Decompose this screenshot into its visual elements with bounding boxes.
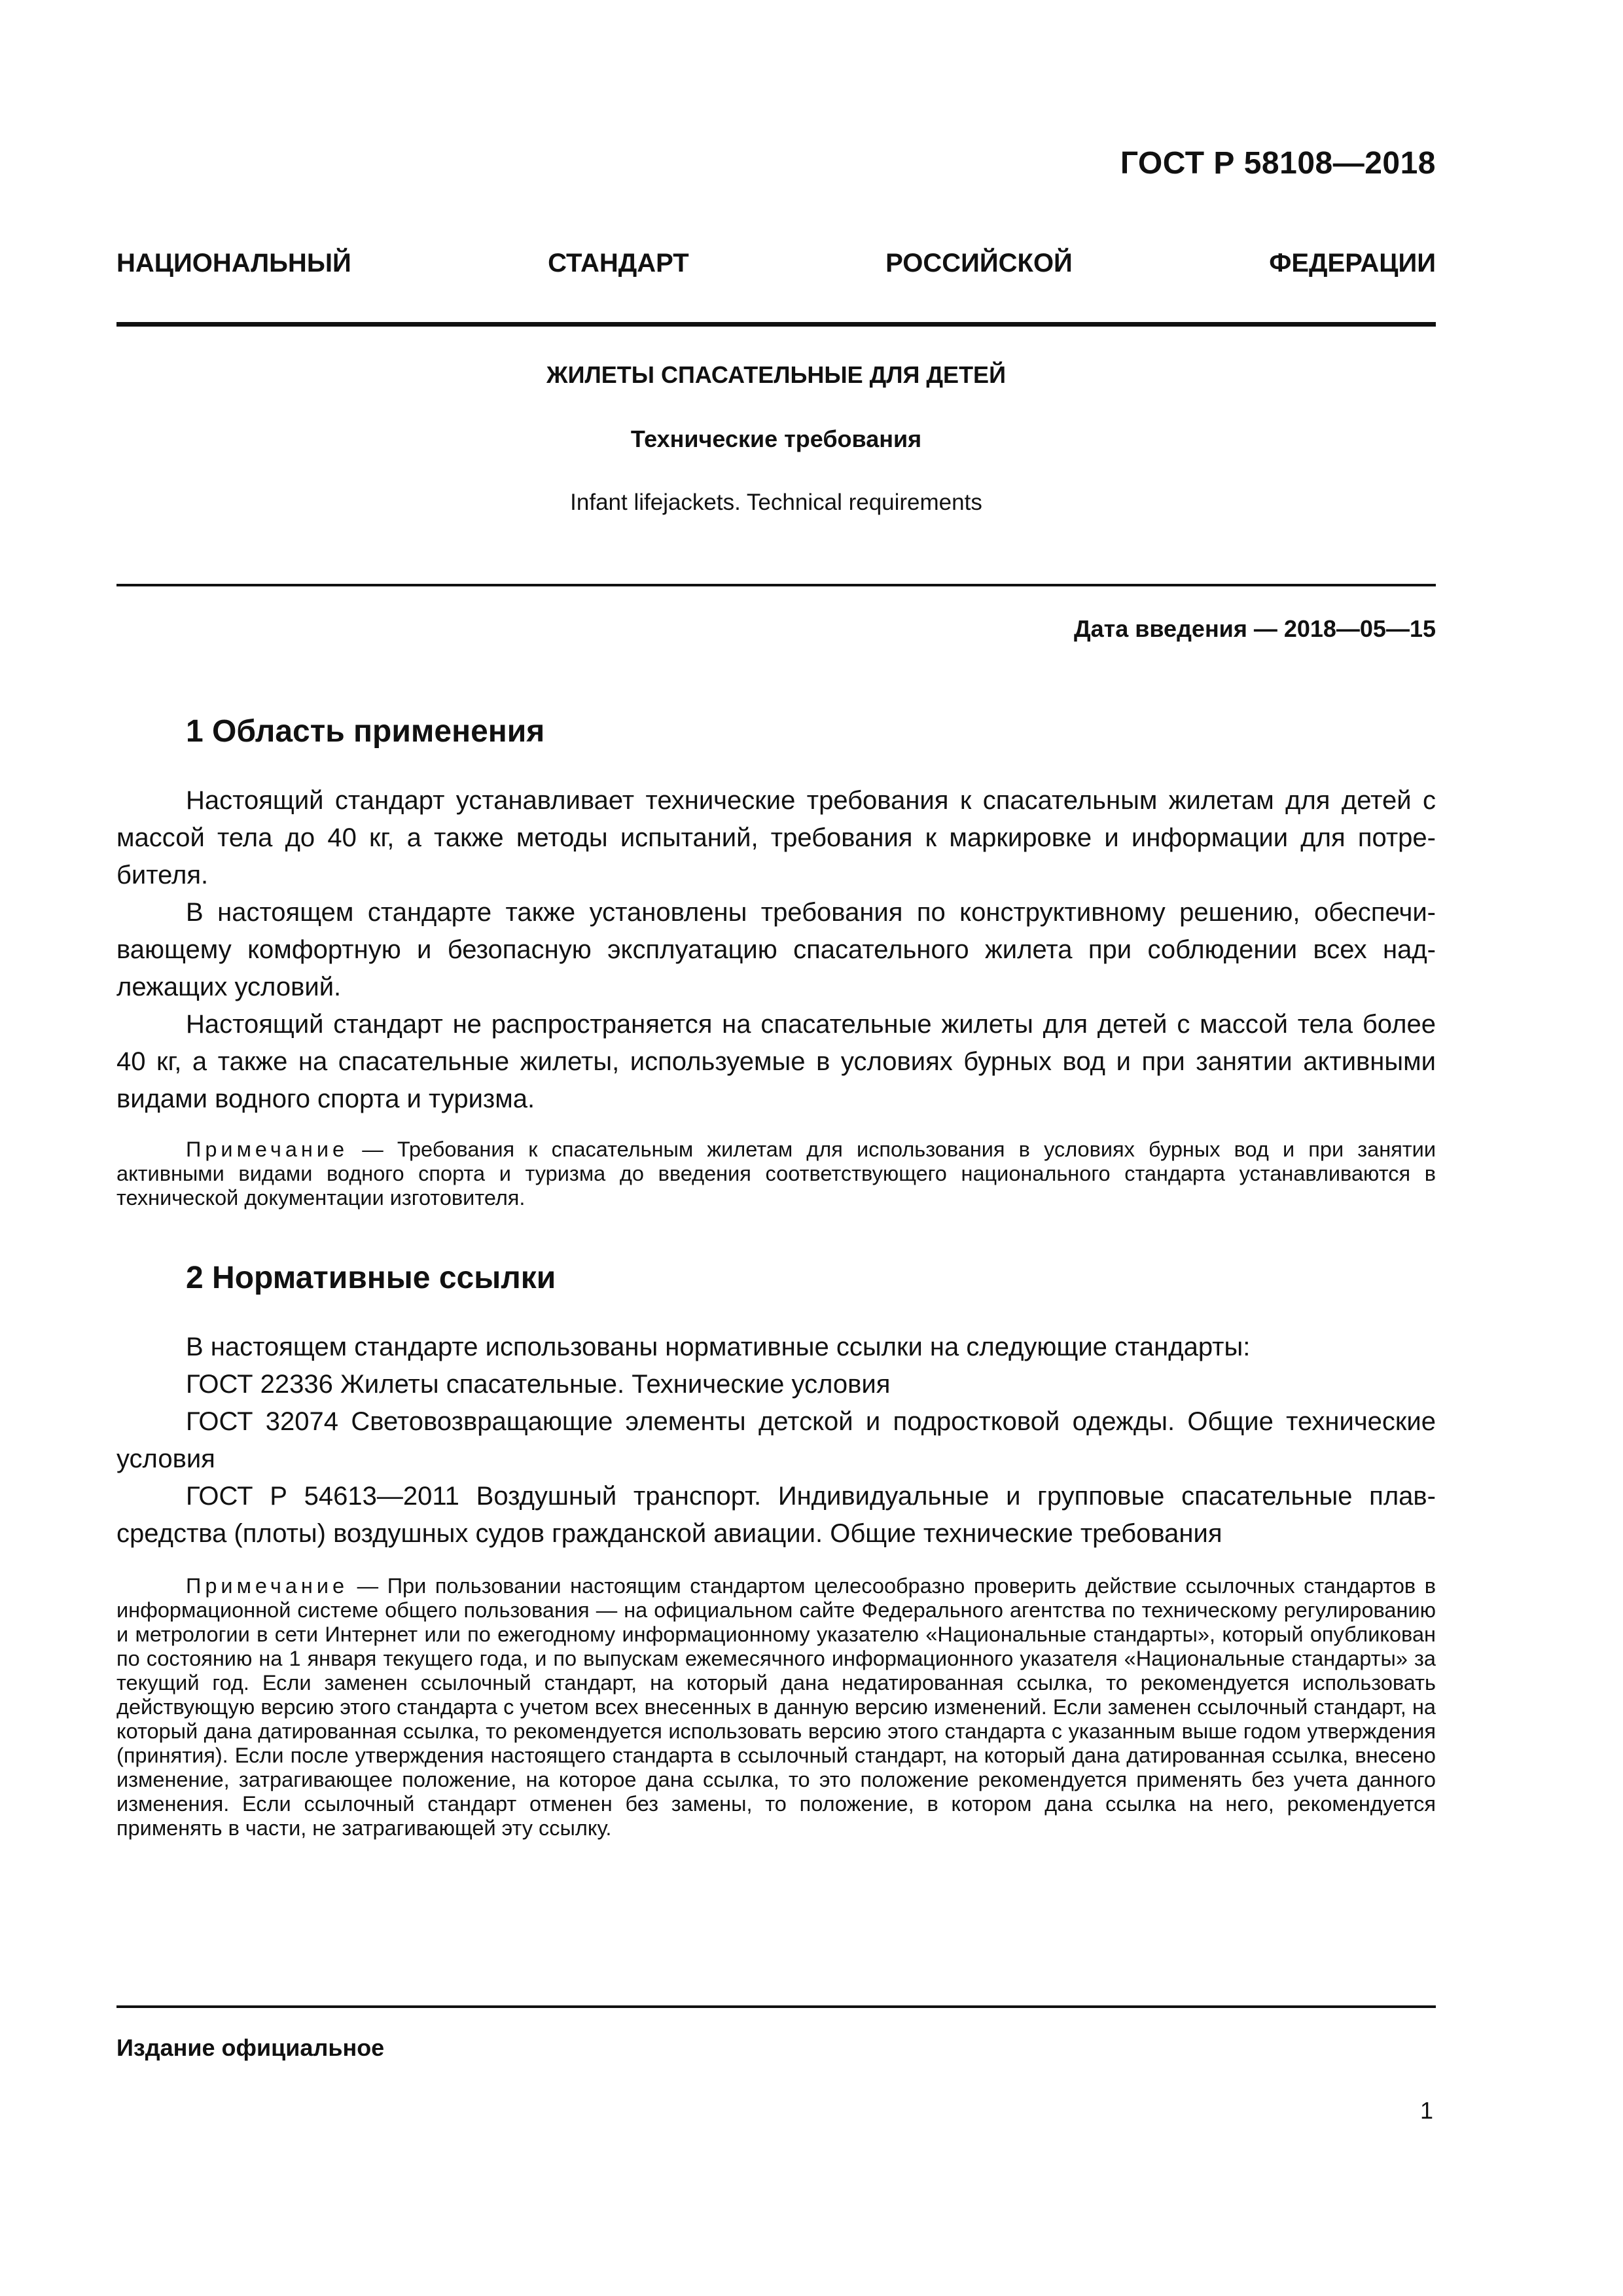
section-1-heading: 1 Область применения [186, 714, 545, 749]
note-label: Примечание [186, 1574, 349, 1598]
section-2-body [116, 1329, 1436, 1552]
paragraph: В настоящем стандарте также установлены требования по конструктивному решению, обеспечивающему комфортную и безопасную эксплуатацию спасательного жилета при соблюдении всех надлежащих условий. [116, 898, 1436, 1001]
paragraph: Настоящий стандарт не распространяется на спасательные жилеты для детей с массой тела более 40 кг, а также на спасательные жилеты, используемые в условиях бурных вод и при занятии активными видами водного спорта и туризма. [116, 1010, 1436, 1113]
introduction-date: Дата введения — 2018—05—15 [1073, 615, 1436, 642]
paragraph: В настоящем стандарте использованы нормативные ссылки на следующие стандарты: [186, 1333, 1251, 1361]
section-2-heading: 2 Нормативные ссылки [186, 1261, 556, 1295]
reference-item: ГОСТ Р 54613—2011 Воздушный транспорт. Индивидуальные и групповые спасательные плавсредства (плоты) воздушных судов гражданской авиации. Общие технические требования [116, 1482, 1436, 1548]
note-text: — Требования к спасательным жилетам для использования в условиях бурных вод и при занятии активными видами водного спорта и туризма до введения соответствующего национального стандарта устанавливаются в технической документации изготовителя. [116, 1138, 1436, 1210]
header-divider [116, 322, 1436, 327]
document-title-english: Infant lifejackets. Technical requirements [570, 490, 982, 515]
section-1-note [116, 1138, 1436, 1210]
edition-label: Издание официальное [116, 2034, 385, 2061]
section-2-note [116, 1574, 1436, 1840]
document-number: ГОСТ Р 58108—2018 [1120, 146, 1436, 181]
paragraph: Настоящий стандарт устанавливает технические требования к спасательным жилетам для детей с массой тела до 40 кг, а также методы испытаний, требования к маркировке и информации для потребителя. [116, 786, 1436, 889]
reference-item: ГОСТ 32074 Световозвращающие элементы детской и подростковой одежды. Общие технические условия [116, 1407, 1436, 1473]
footer-divider [116, 2005, 1436, 2008]
document-subtitle: Технические требования [630, 425, 922, 452]
note-label: Примечание [186, 1138, 349, 1161]
note-text: — При пользовании настоящим стандартом целесообразно проверить действие ссылочных стандартов в информационной системе общего пользования — на официальном сайте Федерального агентства по техническому регулированию и метрологии в сети Интернет или по ежегодному информационному указателю «Национальные стандарты», который опубликован по состоянию на 1 января текущего года, и по выпускам ежемесячного информационного указателя «Национальные стандарты» за текущий год. Если заменен ссылочный стандарт, на который дана недатированная ссылка, то рекомендуется использовать действующую версию этого стандарта с учетом всех внесенных в данную версию изменений. Если заменен ссылочный стандарт, на который дана датированная ссылка, то рекомендуется использовать версию этого стандарта с указанным выше годом утверждения (принятия). Если после утверждения настоящего стандарта в ссылочный стандарт, на который дана датированная ссылка, внесено изменение, затрагивающее положение, на которое дана ссылка, то это положение рекомендуется применять без учета данного изменения. Если ссылочный стандарт отменен без замены, то положение, в котором дана ссылка на него, рекомендуется применять в части, не затрагивающей эту ссылку. [116, 1574, 1436, 1840]
national-standard-banner: НАЦИОНАЛЬНЫЙ СТАНДАРТ РОССИЙСКОЙ ФЕДЕРАЦИИ [116, 249, 1436, 278]
document-title: ЖИЛЕТЫ СПАСАТЕЛЬНЫЕ ДЛЯ ДЕТЕЙ [546, 361, 1006, 388]
page-number: 1 [1419, 2097, 1433, 2124]
section-1-body [116, 782, 1436, 1118]
reference-item: ГОСТ 22336 Жилеты спасательные. Технические условия [186, 1370, 891, 1399]
title-divider [116, 584, 1436, 586]
